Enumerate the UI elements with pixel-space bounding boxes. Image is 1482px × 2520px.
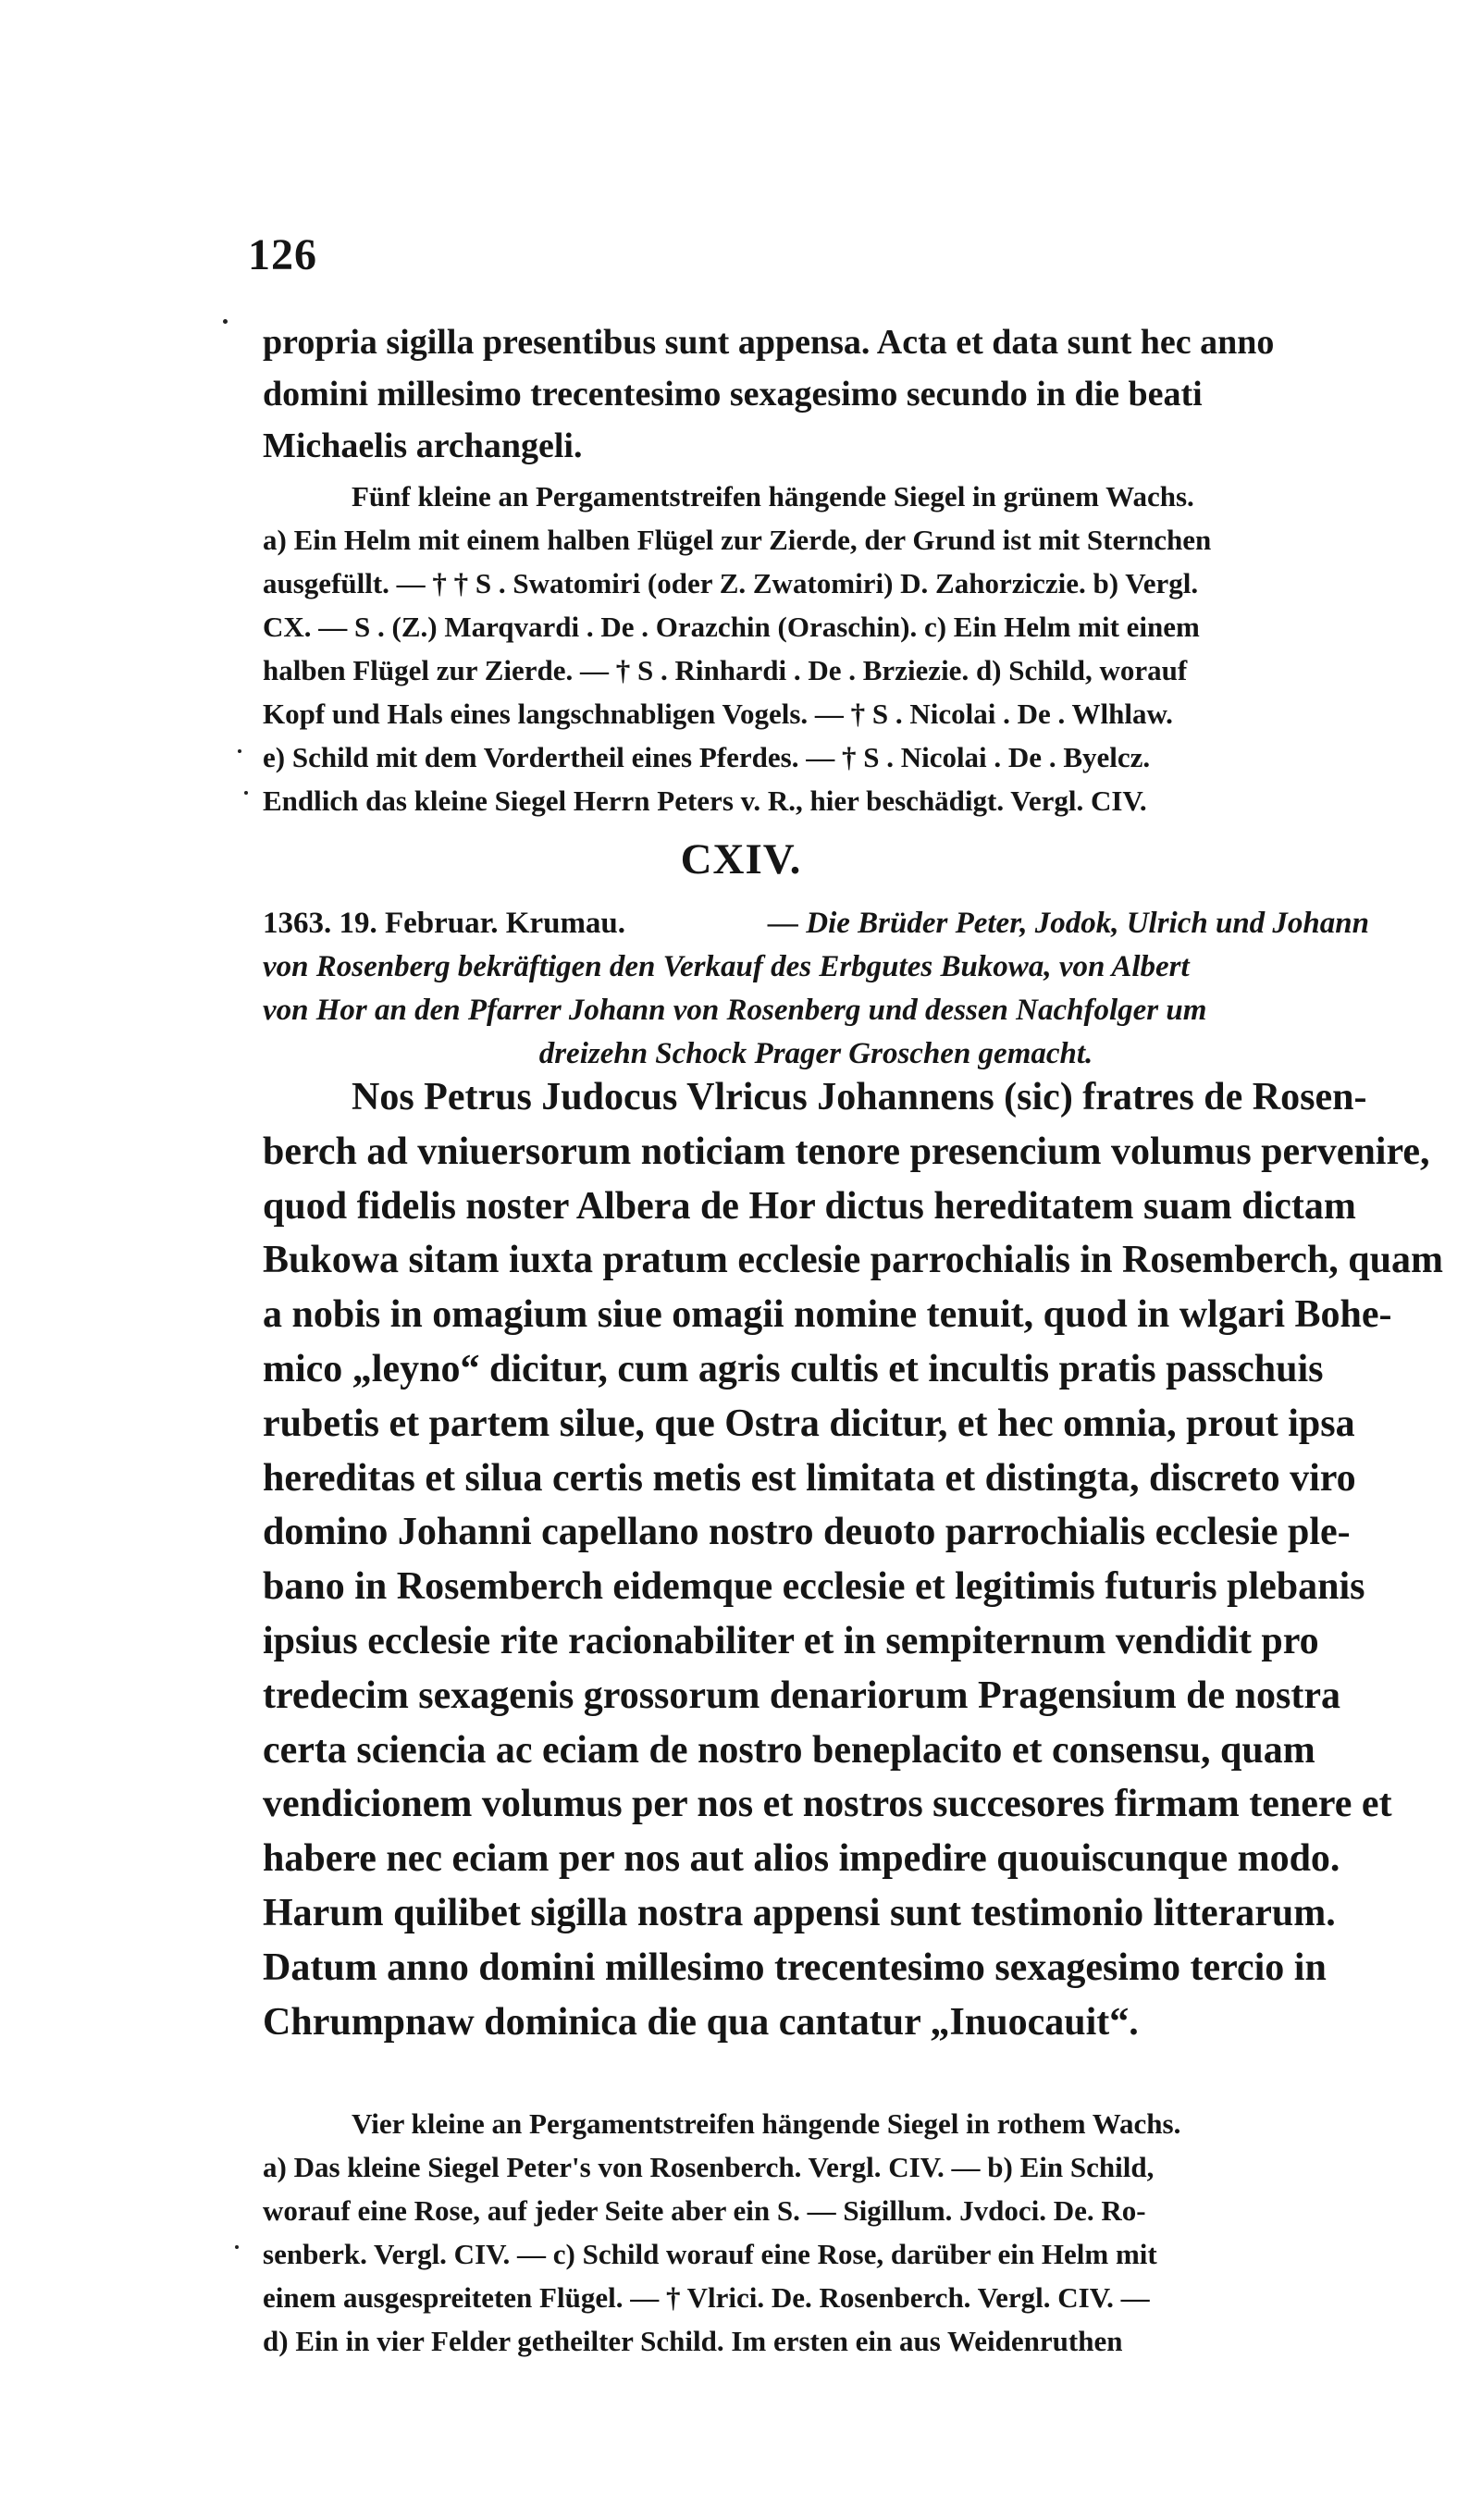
note-line: [263, 518, 1369, 562]
body-line: [263, 1342, 1369, 1397]
text-line: tredecim sexagenis grossorum denariorum Pragensium de nostra: [263, 1674, 1341, 1717]
text-line: Fünf kleine an Pergamentstreifen hängende Siegel in grünem Wachs.: [352, 480, 1194, 513]
text-line: quod fidelis noster Albera de Hor dictus hereditatem suam dictam: [263, 1184, 1356, 1228]
text-line: halben Flügel zur Zierde. — † S . Rinhardi . De . Brziezie. d) Schild, worauf: [263, 654, 1188, 686]
opening-paragraph: [263, 316, 1369, 472]
note-line: [263, 605, 1369, 649]
text-line: mico „leyno“ dicitur, cum agris cultis et incultis pratis passchuis: [263, 1347, 1324, 1390]
summary-line: [263, 1032, 1369, 1076]
date-place: 1363. 19. Februar. Krumau.: [263, 907, 626, 940]
note-line: [263, 2319, 1369, 2363]
main-text: [263, 1070, 1443, 2049]
text-line: Datum anno domini millesimo trecentesimo sexagesimo tercio in: [263, 1946, 1327, 1989]
opening-line: [263, 368, 1369, 420]
note-line: [263, 735, 1369, 779]
document-summary: [263, 902, 1369, 1076]
text-line: propria sigilla presentibus sunt appensa. Acta et data sunt hec anno: [263, 323, 1275, 362]
summary-text: von Hor an den Pfarrer Johann von Rosenberg und dessen Nachfolger um: [263, 994, 1207, 1027]
text-line: berch ad vniuersorum noticiam tenore presencium volumus pervenire,: [263, 1130, 1430, 1173]
ink-speck: [238, 749, 241, 753]
text-line: Michaelis archangeli.: [263, 426, 583, 465]
body-line: [263, 1125, 1430, 1180]
summary-line: [263, 989, 1369, 1032]
note-line: [263, 2232, 1369, 2276]
text-line: Kopf und Hals eines langschnabligen Vogels. — † S . Nicolai . De . Wlhlaw.: [263, 698, 1173, 730]
note-line: [263, 2189, 1369, 2232]
body-line: [263, 1451, 1369, 1506]
seal-note-2: [263, 2102, 1369, 2363]
body-line: [263, 1505, 1369, 1560]
body-line: [263, 1995, 1369, 2050]
opening-line: [263, 420, 1369, 472]
ink-speck: [244, 791, 248, 795]
note-line: [263, 2102, 1369, 2145]
text-line: Harum quilibet sigilla nostra appensi sunt testimonio litterarum.: [263, 1891, 1336, 1934]
body-line: [263, 1777, 1392, 1832]
summary-line: [263, 945, 1369, 989]
summary-text: von Rosenberg bekräftigen den Verkauf des Erbgutes Bukowa, von Albert: [263, 950, 1190, 983]
note-line: [263, 779, 1369, 822]
summary-line: [263, 902, 1369, 945]
body-line: [263, 1397, 1369, 1451]
ink-speck: [235, 2245, 239, 2249]
page-number: 126: [248, 230, 317, 279]
text-line: a) Das kleine Siegel Peter's von Rosenberch. Vergl. CIV. — b) Ein Schild,: [263, 2151, 1155, 2183]
text-line: Nos Petrus Judocus Vlricus Johannens (sic) fratres de Rosen-: [352, 1076, 1367, 1118]
body-line: [263, 1560, 1369, 1614]
text-line: a nobis in omagium siue omagii nomine tenuit, quod in wlgari Bohe-: [263, 1293, 1392, 1337]
body-line: [263, 1832, 1369, 1886]
text-line: bano in Rosemberch eidemque ecclesie et legitimis futuris plebanis: [263, 1565, 1365, 1609]
text-line: a) Ein Helm mit einem halben Flügel zur Zierde, der Grund ist mit Sternchen: [263, 524, 1212, 556]
opening-line: [263, 316, 1369, 368]
text-line: e) Schild mit dem Vordertheil eines Pferdes. — † S . Nicolai . De . Byelcz.: [263, 741, 1151, 773]
body-line: [263, 1723, 1369, 1778]
text-line: worauf eine Rose, auf jeder Seite aber ein S. — Sigillum. Jvdoci. De. Ro-: [263, 2194, 1146, 2227]
text-line: domino Johanni capellano nostro deuoto parrochialis ecclesie ple-: [263, 1511, 1351, 1554]
body-line: [263, 1614, 1369, 1669]
summary-text: — Die Brüder Peter, Jodok, Ulrich und Johann: [767, 907, 1369, 940]
note-line: [263, 2276, 1369, 2319]
text-line: rubetis et partem silue, que Ostra dicitur, et hec omnia, prout ipsa: [263, 1402, 1355, 1445]
text-line: ausgefüllt. — † † S . Swatomiri (oder Z. Zwatomiri) D. Zahorziczie. b) Vergl.: [263, 567, 1199, 599]
text-line: d) Ein in vier Felder getheilter Schild. Im ersten ein aus Weidenruthen: [263, 2325, 1123, 2357]
text-line: domini millesimo trecentesimo sexagesimo secundo in die beati: [263, 375, 1203, 414]
text-line: CX. — S . (Z.) Marqvardi . De . Orazchin (Oraschin). c) Ein Helm mit einem: [263, 611, 1200, 643]
body-line: [263, 1180, 1369, 1234]
body-line: [263, 1941, 1369, 1995]
note-line: [263, 649, 1369, 692]
seal-note-1: [263, 475, 1369, 822]
text-line: Bukowa sitam iuxta pratum ecclesie parrochialis in Rosemberch, quam: [263, 1239, 1443, 1282]
text-line: senberk. Vergl. CIV. — c) Schild worauf eine Rose, darüber ein Helm mit: [263, 2238, 1157, 2270]
note-line: [263, 562, 1369, 605]
body-line: [263, 1886, 1369, 1941]
body-line: [263, 1070, 1369, 1125]
summary-text: dreizehn Schock Prager Groschen gemacht.: [538, 1037, 1093, 1070]
text-line: einem ausgespreiteten Flügel. — † Vlrici. De. Rosenberch. Vergl. CIV. —: [263, 2281, 1150, 2314]
document-number: CXIV.: [680, 835, 802, 883]
text-line: Chrumpnaw dominica die qua cantatur „Inuocauit“.: [263, 2000, 1139, 2044]
ink-speck: [223, 319, 228, 324]
text-line: certa sciencia ac eciam de nostro beneplacito et consensu, quam: [263, 1728, 1315, 1772]
text-line: hereditas et silua certis metis est limitata et distingta, discreto viro: [263, 1456, 1356, 1500]
text-line: Endlich das kleine Siegel Herrn Peters v. R., hier beschädigt. Vergl. CIV.: [263, 784, 1147, 817]
text-line: ipsius ecclesie rite racionabiliter et in sempiternum vendidit pro: [263, 1619, 1319, 1662]
text-line: habere nec eciam per nos aut alios impedire quouiscunque modo.: [263, 1837, 1340, 1881]
body-line: [263, 1233, 1443, 1288]
body-line: [263, 1288, 1392, 1342]
body-line: [263, 1669, 1369, 1723]
note-line: [263, 692, 1369, 735]
note-line: [263, 2145, 1369, 2189]
text-line: vendicionem volumus per nos et nostros succesores firmam tenere et: [263, 1783, 1392, 1826]
note-line: [263, 475, 1369, 518]
text-line: Vier kleine an Pergamentstreifen hängende Siegel in rothem Wachs.: [352, 2107, 1181, 2140]
